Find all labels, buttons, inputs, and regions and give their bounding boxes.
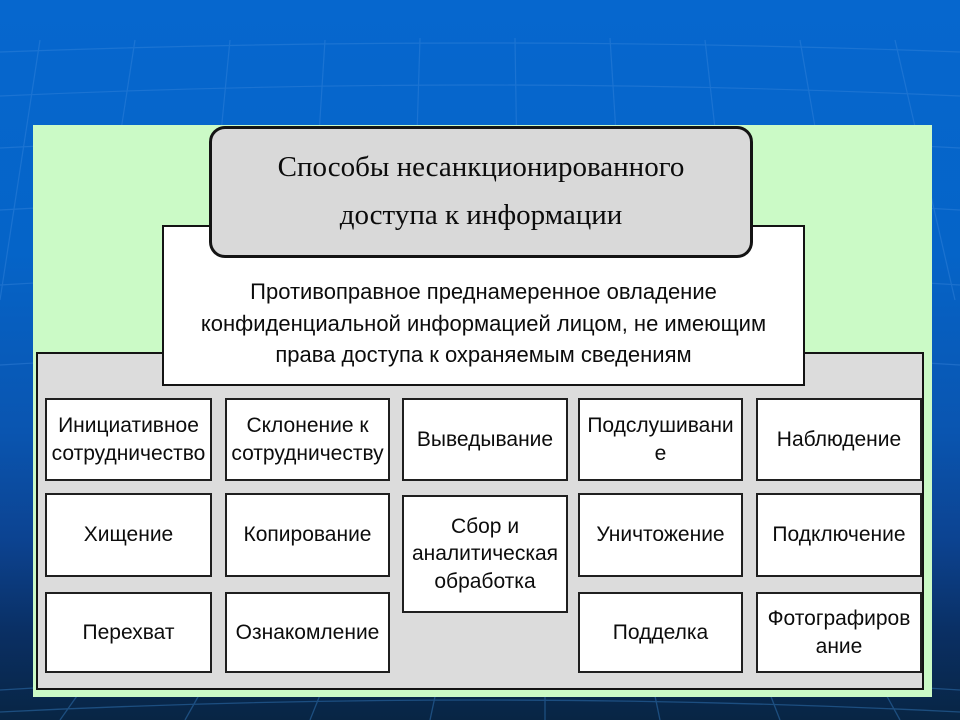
grid-cell-initiative-cooperation (45, 398, 212, 481)
grid-cell-forgery (578, 592, 743, 673)
grid-cell-label: Копирование (243, 523, 372, 547)
grid-cell-photographing (756, 592, 922, 673)
grid-cell-interception (45, 592, 212, 673)
grid-cell-collection-analytic-processing (402, 495, 568, 613)
title-box (209, 126, 753, 258)
grid-cell-inducement-to-cooperate (225, 398, 390, 481)
grid-cell-eavesdropping (578, 398, 743, 481)
grid-cell-label: Подключение (772, 523, 906, 547)
grid-cell-label: Подслушивание (587, 414, 734, 465)
grid-cell-familiarization (225, 592, 390, 673)
grid-cell-observation (756, 398, 922, 481)
grid-cell-label: Инициативное сотрудничество (51, 414, 206, 465)
grid-cell-connection (756, 493, 922, 577)
grid-cell-copying (225, 493, 390, 577)
grid-cell-label: Уничтожение (596, 523, 725, 547)
grid-cell-label: Перехват (82, 620, 175, 644)
grid-cell-label: Наблюдение (776, 427, 902, 451)
grid-cell-theft (45, 493, 212, 577)
grid-cell-label: Сбор и аналитическая обработка (411, 515, 559, 593)
grid-cell-label: Выведывание (416, 427, 554, 451)
grid-cell-elicitation (402, 398, 568, 481)
page-title: Способы несанкционированного доступа к информации (277, 151, 685, 231)
description-text: Противоправное преднамеренное овладение конфиденциальной информацией лицом, не имеющим права доступа к охраняемым сведениям (200, 279, 767, 367)
grid-cell-label: Подделка (612, 620, 709, 644)
grid-cell-destruction (578, 493, 743, 577)
grid-cell-label: Хищение (83, 523, 174, 547)
grid-cell-label: Ознакомление (235, 620, 380, 644)
grid-cell-label: Склонение к сотрудничеству (231, 414, 384, 465)
grid-cell-label: Фотографирование (767, 607, 911, 658)
